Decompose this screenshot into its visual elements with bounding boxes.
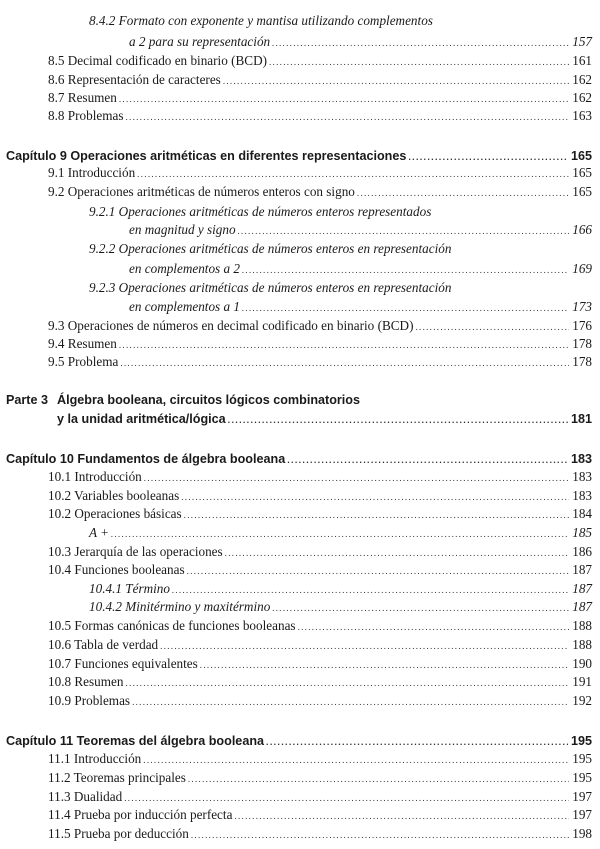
- toc-entry-11-3[interactable]: [0, 788, 600, 806]
- dot-leader: [238, 222, 570, 240]
- dot-leader: [132, 693, 569, 711]
- toc-title: 10.2 Operaciones básicas: [48, 506, 182, 521]
- toc-page: 181: [570, 412, 592, 426]
- toc-entry-8-8[interactable]: [0, 107, 600, 125]
- toc-title: 9.2 Operaciones aritméticas de números enteros con signo: [48, 184, 355, 199]
- dot-leader: [242, 299, 569, 317]
- toc-entry-9-2-3[interactable]: [0, 298, 600, 316]
- dot-leader: [223, 72, 569, 90]
- toc-page: 187: [572, 562, 592, 577]
- toc-page: 188: [572, 637, 592, 652]
- toc-page: 163: [572, 108, 592, 123]
- toc-entry-10-6[interactable]: [0, 636, 600, 654]
- toc-title: 10.4 Funciones booleanas: [48, 562, 185, 577]
- dot-leader: [120, 354, 569, 372]
- toc-entry-8-6[interactable]: [0, 71, 600, 89]
- dot-leader: [181, 488, 569, 506]
- toc-title: en complementos a 2: [129, 261, 240, 276]
- dot-leader: [125, 108, 569, 126]
- part-title: Álgebra booleana, circuitos lógicos combinatorios: [57, 393, 361, 407]
- toc-page: 198: [572, 826, 592, 841]
- toc-title: A +: [89, 525, 110, 540]
- toc-entry-11-2[interactable]: [0, 769, 600, 787]
- toc-title: 9.5 Problema: [48, 354, 119, 369]
- toc-title: y la unidad aritmética/lógica: [57, 412, 226, 426]
- dot-leader: [191, 826, 569, 844]
- toc-page: 183: [572, 469, 592, 484]
- toc-title: 10.3 Jerarquía de las operaciones: [48, 544, 223, 559]
- toc-page: 184: [572, 506, 592, 521]
- toc-title: 10.9 Problemas: [48, 693, 131, 708]
- toc-entry-9-2-1-line1: 9.2.1 Operaciones aritméticas de números enteros representados: [89, 204, 432, 219]
- toc-page: 178: [572, 336, 592, 351]
- dot-leader: [124, 789, 569, 807]
- toc-page: 178: [572, 354, 592, 369]
- toc-entry-10-4-1[interactable]: [0, 580, 600, 598]
- toc-page: 192: [572, 693, 592, 708]
- toc-title: 8.5 Decimal codificado en binario (BCD): [48, 53, 267, 68]
- toc-title: en magnitud y signo: [129, 222, 236, 237]
- dot-leader: [111, 525, 569, 543]
- toc-page: 176: [572, 318, 592, 333]
- toc-page: 183: [570, 452, 592, 466]
- toc-entry-10-2[interactable]: [0, 487, 600, 505]
- toc-page: 162: [572, 72, 592, 87]
- toc-page: 166: [572, 222, 592, 237]
- toc-title: 9.1 Introducción: [48, 165, 136, 180]
- dot-leader: [137, 165, 569, 183]
- dot-leader: [144, 469, 569, 487]
- toc-title: 11.5 Prueba por deducción: [48, 826, 189, 841]
- toc-entry-10-5[interactable]: [0, 617, 600, 635]
- dot-leader: [160, 637, 569, 655]
- toc-page: 195: [572, 751, 592, 766]
- toc-page: 165: [572, 184, 592, 199]
- dot-leader: [287, 451, 568, 469]
- dot-leader: [200, 656, 569, 674]
- dot-leader: [172, 581, 569, 599]
- toc-title: 9.4 Resumen: [48, 336, 117, 351]
- toc-page: 165: [570, 149, 592, 163]
- toc-entry-10-8[interactable]: [0, 673, 600, 691]
- toc-page: 183: [572, 488, 592, 503]
- dot-leader: [357, 184, 569, 202]
- toc-page: 187: [572, 581, 592, 596]
- toc-page: 195: [570, 734, 592, 748]
- toc-page: 187: [572, 599, 592, 614]
- toc-entry-10-4[interactable]: [0, 561, 600, 579]
- toc-title: 8.6 Representación de caracteres: [48, 72, 221, 87]
- toc-entry-9-2-3-line1: 9.2.3 Operaciones aritméticas de números enteros en representación: [89, 280, 452, 295]
- toc-page: 165: [572, 165, 592, 180]
- dot-leader: [187, 562, 570, 580]
- dot-leader: [272, 34, 569, 52]
- toc-entry-9-2-1[interactable]: [0, 221, 600, 239]
- toc-entry-9-2[interactable]: [0, 183, 600, 201]
- toc-page: 197: [572, 789, 592, 804]
- dot-leader: [272, 599, 569, 617]
- toc-title: en complementos a 1: [129, 299, 240, 314]
- dot-leader: [415, 318, 569, 336]
- toc-page: 195: [572, 770, 592, 785]
- toc-title: 11.3 Dualidad: [48, 789, 123, 804]
- toc-entry-a-plus[interactable]: [0, 524, 600, 542]
- toc-entry-8-4-2-line1: 8.4.2 Formato con exponente y mantisa utilizando complementos: [89, 13, 433, 28]
- toc-entry-11-1[interactable]: [0, 750, 600, 768]
- toc-entry-9-2-2[interactable]: [0, 260, 600, 278]
- toc-entry-8-5[interactable]: [0, 52, 600, 70]
- toc-chapter-9[interactable]: [0, 147, 600, 165]
- toc-page: 169: [572, 261, 592, 276]
- toc-entry-10-3[interactable]: [0, 543, 600, 561]
- toc-chapter-10[interactable]: [0, 450, 600, 468]
- dot-leader: [184, 506, 570, 524]
- toc-title: 11.2 Teoremas principales: [48, 770, 186, 785]
- toc-part-3-line1: [6, 391, 360, 409]
- toc-entry-9-1[interactable]: [0, 164, 600, 182]
- toc-page: 190: [572, 656, 592, 671]
- toc-entry-10-9[interactable]: [0, 692, 600, 710]
- toc-title: 8.8 Problemas: [48, 108, 124, 123]
- dot-leader: [298, 618, 570, 636]
- toc-title: 10.1 Introducción: [48, 469, 142, 484]
- toc-entry-9-4[interactable]: [0, 335, 600, 353]
- toc-title: Capítulo 11 Teoremas del álgebra booleana: [6, 734, 265, 748]
- dot-leader: [119, 90, 569, 108]
- toc-title: 10.7 Funciones equivalentes: [48, 656, 198, 671]
- dot-leader: [119, 336, 569, 354]
- toc-title: 8.7 Resumen: [48, 90, 117, 105]
- toc-entry-11-5[interactable]: [0, 825, 600, 843]
- dot-leader: [188, 770, 569, 788]
- toc-title: 11.4 Prueba por inducción perfecta: [48, 807, 233, 822]
- dot-leader: [225, 544, 570, 562]
- toc-entry-8-4-2[interactable]: [0, 33, 600, 51]
- toc-page: 162: [572, 90, 592, 105]
- dot-leader: [266, 733, 568, 751]
- toc-page: 185: [572, 525, 592, 540]
- toc-entry-9-3[interactable]: [0, 317, 600, 335]
- toc-entry-9-2-2-line1: 9.2.2 Operaciones aritméticas de números enteros en representación: [89, 241, 452, 256]
- part-label: Parte 3: [6, 393, 49, 407]
- toc-page: 161: [572, 53, 592, 68]
- dot-leader: [242, 261, 569, 279]
- toc-entry-10-4-2[interactable]: [0, 598, 600, 616]
- toc-title: 10.4.1 Término: [89, 581, 170, 596]
- dot-leader: [143, 751, 569, 769]
- toc-entry-11-4[interactable]: [0, 806, 600, 824]
- dot-leader: [125, 674, 569, 692]
- toc-part-3[interactable]: [0, 410, 600, 428]
- toc-title: 10.6 Tabla de verdad: [48, 637, 159, 652]
- toc-title: Capítulo 10 Fundamentos de álgebra booleana: [6, 452, 286, 466]
- toc-entry-10-1[interactable]: [0, 468, 600, 486]
- toc-page: 191: [572, 674, 592, 689]
- toc-entry-9-5[interactable]: [0, 353, 600, 371]
- toc-title: Capítulo 9 Operaciones aritméticas en diferentes representaciones: [6, 149, 407, 163]
- toc-title: 10.4.2 Minitérmino y maxitérmino: [89, 599, 271, 614]
- toc-page: 188: [572, 618, 592, 633]
- toc-title: 10.8 Resumen: [48, 674, 124, 689]
- toc-entry-10-7[interactable]: [0, 655, 600, 673]
- toc-page: 186: [572, 544, 592, 559]
- toc-title: 11.1 Introducción: [48, 751, 142, 766]
- toc-page: 173: [572, 299, 592, 314]
- toc-page: 197: [572, 807, 592, 822]
- toc-entry-8-7[interactable]: [0, 89, 600, 107]
- toc-chapter-11[interactable]: [0, 732, 600, 750]
- dot-leader: [228, 411, 568, 429]
- toc-page: 157: [572, 34, 592, 49]
- toc-title: a 2 para su representación: [129, 34, 271, 49]
- toc-title: 9.3 Operaciones de números en decimal codificado en binario (BCD): [48, 318, 414, 333]
- toc-title: 10.5 Formas canónicas de funciones booleanas: [48, 618, 296, 633]
- dot-leader: [269, 53, 569, 71]
- toc-title: 10.2 Variables booleanas: [48, 488, 180, 503]
- toc-entry-10-2-operaciones[interactable]: [0, 505, 600, 523]
- dot-leader: [234, 807, 569, 825]
